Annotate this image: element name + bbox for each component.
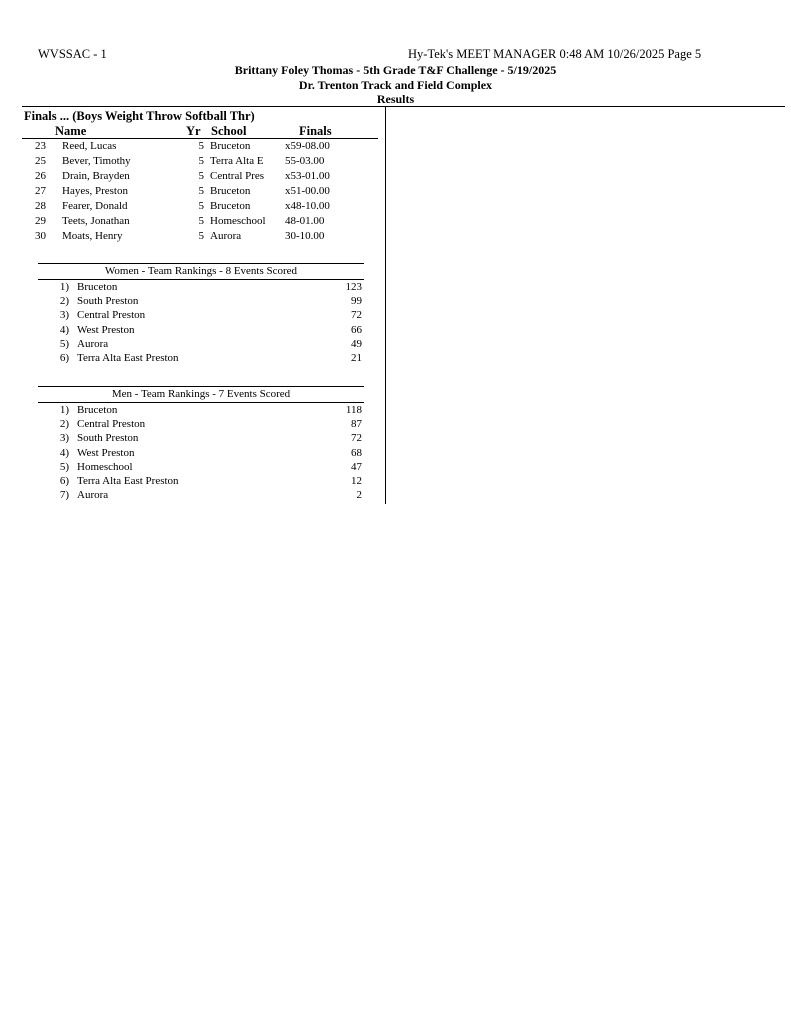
team-points: 123 <box>345 281 362 293</box>
athlete-school: Terra Alta E <box>210 155 264 167</box>
team-name: Homeschool <box>77 460 133 473</box>
team-points: 99 <box>351 295 362 308</box>
result-place: 29 <box>35 215 46 227</box>
meet-title: Brittany Foley Thomas - 5th Grade T&F Challenge - 5/19/2025 <box>234 63 557 77</box>
team-rank: 7) <box>59 489 69 502</box>
athlete-school: Homeschool <box>210 215 266 227</box>
women-rankings-rule <box>38 263 364 264</box>
col-header-school: School <box>211 124 247 138</box>
venue: Dr. Trenton Track and Field Complex <box>298 78 493 92</box>
team-rank: 6) <box>59 352 69 364</box>
result-mark: 48-01.00 <box>285 215 325 227</box>
result-mark: x48-10.00 <box>285 200 330 212</box>
column-header-rule <box>22 138 378 139</box>
team-rank: 3) <box>59 432 69 445</box>
col-header-name: Name <box>55 124 87 138</box>
result-mark: 30-10.00 <box>285 230 325 242</box>
athlete-year: 5 <box>198 230 204 242</box>
team-name: Aurora <box>77 489 109 502</box>
athlete-school: Aurora <box>210 230 242 242</box>
men-rankings-subrule <box>38 402 364 403</box>
team-points: 49 <box>351 337 362 350</box>
team-points: 72 <box>351 432 362 445</box>
athlete-name: Bever, Timothy <box>62 155 131 167</box>
report-source: WVSSAC - 1 <box>38 47 107 61</box>
event-title: Finals ... (Boys Weight Throw Softball Thr) <box>24 109 255 123</box>
team-rank: 4) <box>59 323 69 336</box>
athlete-name: Moats, Henry <box>62 230 123 242</box>
result-mark: x53-01.00 <box>285 170 330 182</box>
athlete-school: Central Pres <box>210 170 265 182</box>
team-name: Bruceton <box>77 281 118 293</box>
team-points: 2 <box>356 489 362 502</box>
team-points: 87 <box>351 418 362 431</box>
team-rank: 5) <box>59 460 69 473</box>
team-name: South Preston <box>77 432 139 445</box>
athlete-school: Bruceton <box>210 200 251 212</box>
team-points: 21 <box>351 352 362 364</box>
section-title: Results <box>376 92 415 106</box>
header-rule <box>22 106 785 107</box>
athlete-name: Hayes, Preston <box>62 185 128 197</box>
result-place: 25 <box>35 155 46 167</box>
team-name: South Preston <box>77 295 139 308</box>
athlete-name: Drain, Brayden <box>62 170 130 182</box>
team-points: 118 <box>345 404 362 416</box>
col-header-yr: Yr <box>186 124 201 138</box>
team-rank: 4) <box>59 446 69 459</box>
athlete-year: 5 <box>198 170 204 182</box>
team-name: Terra Alta East Preston <box>77 475 179 487</box>
team-rank: 1) <box>59 404 69 416</box>
athlete-year: 5 <box>198 215 204 227</box>
report-software-stamp: Hy-Tek's MEET MANAGER 0:48 AM 10/26/2025 Page 5 <box>408 47 702 61</box>
column-divider <box>385 106 386 504</box>
team-name: Terra Alta East Preston <box>77 352 179 364</box>
team-rank: 5) <box>59 337 69 350</box>
athlete-name: Fearer, Donald <box>62 200 128 212</box>
women-rankings-title: Women - Team Rankings - 8 Events Scored <box>104 265 298 277</box>
team-points: 12 <box>351 475 362 487</box>
team-name: Central Preston <box>77 309 146 322</box>
result-place: 28 <box>35 200 46 212</box>
athlete-year: 5 <box>198 155 204 167</box>
men-rankings-title: Men - Team Rankings - 7 Events Scored <box>111 388 291 400</box>
team-rank: 1) <box>59 281 69 293</box>
result-place: 26 <box>35 170 46 182</box>
team-rank: 2) <box>59 295 69 308</box>
athlete-year: 5 <box>198 140 204 152</box>
result-place: 30 <box>35 230 46 242</box>
team-name: West Preston <box>77 446 135 459</box>
athlete-school: Bruceton <box>210 140 251 152</box>
team-rank: 3) <box>59 309 69 322</box>
result-mark: x59-08.00 <box>285 140 330 152</box>
athlete-year: 5 <box>198 185 204 197</box>
team-name: Bruceton <box>77 404 118 416</box>
team-points: 72 <box>351 309 362 322</box>
women-rankings-subrule <box>38 279 364 280</box>
team-name: West Preston <box>77 323 135 336</box>
team-rank: 2) <box>59 418 69 431</box>
result-mark: x51-00.00 <box>285 185 330 197</box>
team-points: 47 <box>351 460 362 473</box>
athlete-year: 5 <box>198 200 204 212</box>
men-rankings-rule <box>38 386 364 387</box>
athlete-name: Teets, Jonathan <box>62 215 130 227</box>
team-name: Aurora <box>77 337 109 350</box>
team-name: Central Preston <box>77 418 146 431</box>
athlete-name: Reed, Lucas <box>62 140 117 152</box>
result-place: 27 <box>35 185 46 197</box>
team-points: 68 <box>351 446 362 459</box>
athlete-school: Bruceton <box>210 185 251 197</box>
result-place: 23 <box>35 140 46 152</box>
team-rank: 6) <box>59 475 69 487</box>
team-points: 66 <box>351 323 362 336</box>
result-mark: 55-03.00 <box>285 155 325 167</box>
col-header-finals: Finals <box>299 124 332 138</box>
